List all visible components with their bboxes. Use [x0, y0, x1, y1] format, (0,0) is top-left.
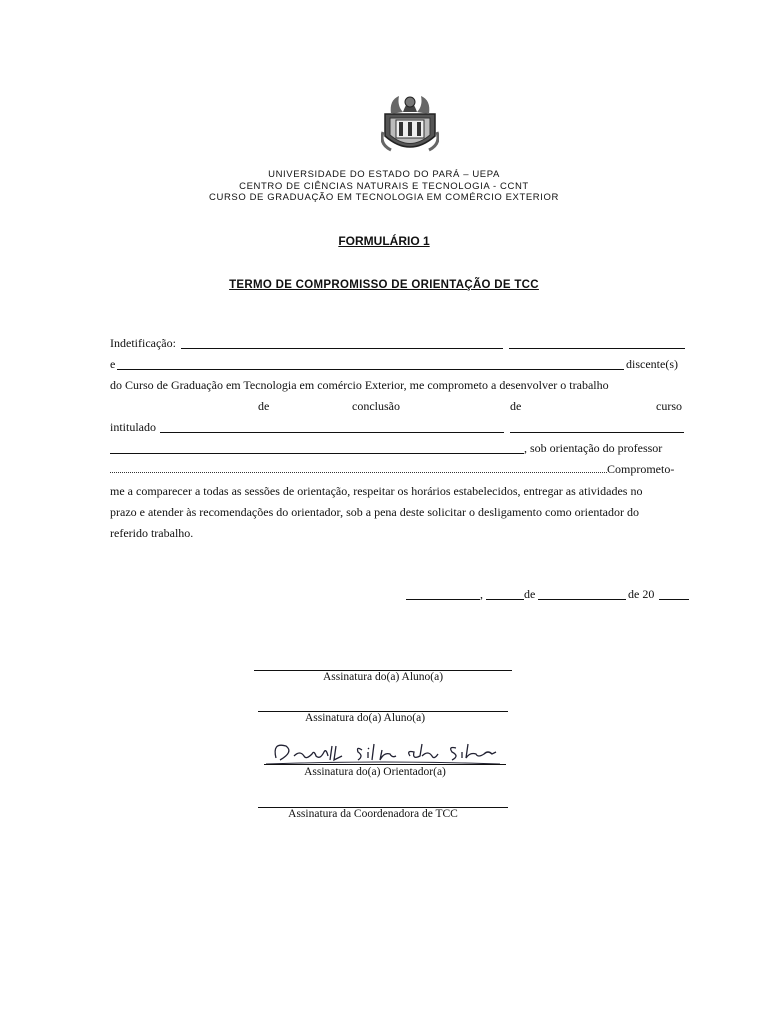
- professor-dotted-line: [110, 472, 607, 473]
- form-title: FORMULÁRIO 1: [338, 234, 430, 248]
- title-line-2: [510, 432, 684, 433]
- title-line-3: [110, 453, 524, 454]
- signature-label-coordenadora: Assinatura da Coordenadora de TCC: [288, 808, 458, 820]
- university-seal-logo: [381, 92, 439, 156]
- identification-line-2: [509, 348, 685, 349]
- word-de-2: de: [510, 399, 522, 413]
- date-month-line: [538, 599, 626, 600]
- student-name-line: [117, 369, 624, 370]
- date-day-line: [486, 599, 524, 600]
- intitulado-label: intitulado: [110, 420, 156, 434]
- word-de-1: de: [258, 399, 270, 413]
- orientacao-text: , sob orientação do professor: [524, 441, 663, 455]
- date-de-20: de 20: [628, 587, 655, 601]
- body-line-8: me a comparecer a todas as sessões de orientação, respeitar os horários estabelecidos, entregar as atividades no: [110, 484, 643, 498]
- body-line-9: prazo e atender às recomendações do orientador, sob a pena deste solicitar o desligamento como orientador do: [110, 505, 639, 519]
- date-place-line: [406, 599, 480, 600]
- signature-label-orientador: Assinatura do(a) Orientador(a): [304, 766, 446, 778]
- identification-label: Indetificação:: [110, 336, 176, 350]
- header-center: CENTRO DE CIÊNCIAS NATURAIS E TECNOLOGIA - CCNT: [239, 181, 529, 192]
- word-curso: curso: [656, 399, 682, 413]
- identification-line-1: [181, 348, 503, 349]
- date-year-line: [659, 599, 689, 600]
- word-conclusao: conclusão: [352, 399, 400, 413]
- date-de-1: de: [524, 587, 536, 601]
- header-university: UNIVERSIDADE DO ESTADO DO PARÁ – UEPA: [268, 169, 500, 180]
- signature-label-aluno-2: Assinatura do(a) Aluno(a): [304, 712, 426, 724]
- date-comma: ,: [480, 587, 483, 601]
- e-label: e: [110, 357, 116, 371]
- title-line-1: [160, 432, 504, 433]
- discente-label: discente(s): [626, 357, 678, 371]
- signature-line-orientador: [264, 764, 506, 765]
- body-line-10: referido trabalho.: [110, 526, 194, 540]
- body-line-3: do Curso de Graduação em Tecnologia em comércio Exterior, me comprometo a desenvolver o trabalho: [110, 378, 609, 392]
- header-course: CURSO DE GRADUAÇÃO EM TECNOLOGIA EM COMÉRCIO EXTERIOR: [209, 192, 559, 203]
- comprometo-text: Comprometo-: [607, 462, 675, 476]
- term-title: TERMO DE COMPROMISSO DE ORIENTAÇÃO DE TCC: [229, 279, 539, 291]
- signature-label-aluno-1: Assinatura do(a) Aluno(a): [322, 671, 444, 683]
